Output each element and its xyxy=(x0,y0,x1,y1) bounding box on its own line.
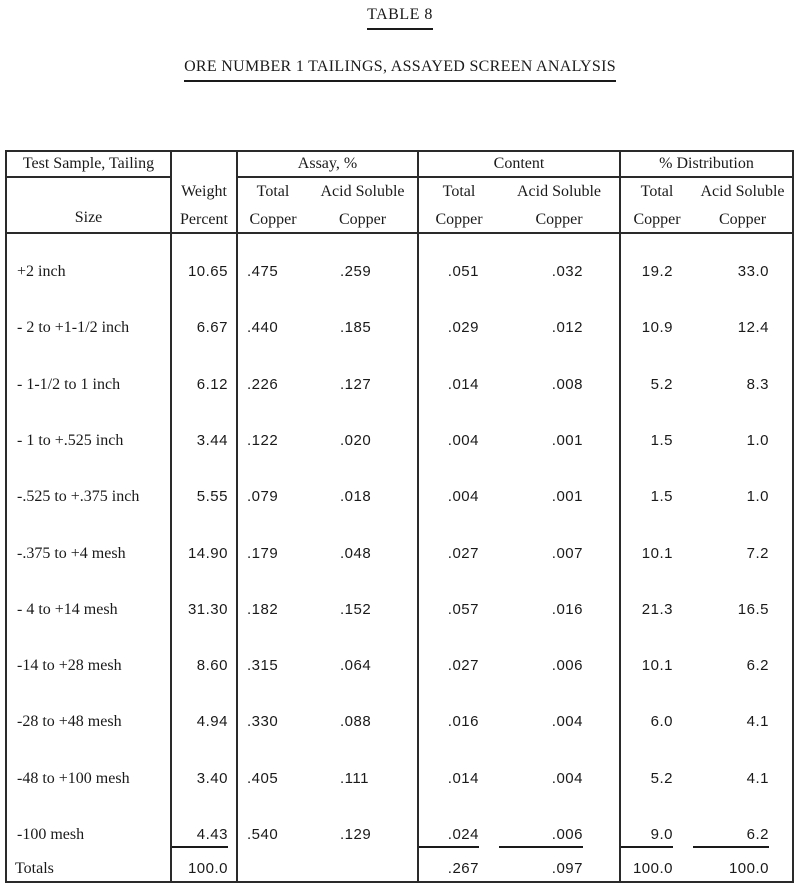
row-distribution-total: 10.1 xyxy=(641,545,673,562)
header-content-acid-line2: Copper xyxy=(535,211,583,228)
row-weight: 14.90 xyxy=(187,545,228,562)
row-distribution-acid: 4.1 xyxy=(746,770,769,787)
row-assay-acid: .111 xyxy=(340,770,369,787)
row-content-acid: .001 xyxy=(551,432,583,449)
column-divider xyxy=(236,152,238,881)
row-content-total: .027 xyxy=(447,545,479,562)
row-content-acid: .006 xyxy=(551,657,583,674)
row-content-total: .014 xyxy=(447,770,479,787)
row-content-acid: .006 xyxy=(499,826,583,848)
header-assay-acid-line2: Copper xyxy=(338,211,387,228)
header-assay-total-line2: Copper xyxy=(249,211,297,228)
header-content-acid-line1: Acid Soluble xyxy=(517,183,601,200)
row-assay-acid: .152 xyxy=(340,601,372,618)
row-weight: 4.94 xyxy=(196,713,228,730)
row-assay-total: .179 xyxy=(247,545,279,562)
table-number-text: TABLE 8 xyxy=(367,6,433,30)
row-content-acid: .012 xyxy=(551,319,583,336)
row-content-total: .057 xyxy=(447,601,479,618)
row-distribution-acid: 8.3 xyxy=(746,376,769,393)
row-weight: 3.44 xyxy=(196,432,228,449)
header-distribution-total-line2: Copper xyxy=(633,211,681,228)
row-distribution-total: 1.5 xyxy=(650,432,673,449)
row-distribution-acid: 33.0 xyxy=(737,263,769,280)
row-assay-total: .440 xyxy=(247,319,279,336)
header-content-total-line2: Copper xyxy=(435,211,483,228)
row-content-acid: .016 xyxy=(551,601,583,618)
header-distribution-total-line1: Total xyxy=(640,183,674,200)
row-assay-total: .122 xyxy=(247,432,279,449)
table-number xyxy=(0,6,800,30)
row-assay-total: .315 xyxy=(247,657,279,674)
row-size: -28 to +48 mesh xyxy=(17,713,122,730)
row-weight: 6.12 xyxy=(196,376,228,393)
row-size: +2 inch xyxy=(17,263,66,280)
header-weight-line1: Weight xyxy=(181,183,227,200)
row-distribution-total: 19.2 xyxy=(641,263,673,280)
row-content-acid: .004 xyxy=(551,713,583,730)
header-assay-total-line1: Total xyxy=(256,183,290,200)
row-assay-acid: .259 xyxy=(340,263,372,280)
row-assay-acid: .020 xyxy=(340,432,372,449)
row-distribution-acid: 12.4 xyxy=(737,319,769,336)
row-content-total: .024 xyxy=(419,826,479,848)
table-title xyxy=(0,58,800,82)
row-size: - 1 to +.525 inch xyxy=(17,432,124,449)
row-distribution-acid: 4.1 xyxy=(746,713,769,730)
row-weight: 4.43 xyxy=(172,826,228,848)
row-assay-total: .182 xyxy=(247,601,279,618)
row-size: -48 to +100 mesh xyxy=(17,770,130,787)
row-assay-acid: .127 xyxy=(340,376,372,393)
row-assay-total: .475 xyxy=(247,263,279,280)
row-distribution-acid: 6.2 xyxy=(693,826,769,848)
row-content-total: .004 xyxy=(447,432,479,449)
row-content-total: .051 xyxy=(447,263,479,280)
row-content-acid: .001 xyxy=(551,488,583,505)
row-content-acid: .007 xyxy=(551,545,583,562)
totals-content-acid: .097 xyxy=(551,860,583,877)
header-divider xyxy=(236,176,792,178)
header-content-group: Content xyxy=(493,155,545,172)
header-weight-line2: Percent xyxy=(180,211,228,228)
header-distribution-group: % Distribution xyxy=(659,155,754,172)
row-content-total: .016 xyxy=(447,713,479,730)
row-weight: 5.55 xyxy=(196,488,228,505)
header-distribution-acid-line2: Copper xyxy=(718,211,767,228)
row-assay-acid: .129 xyxy=(340,826,372,843)
row-content-total: .029 xyxy=(447,319,479,336)
row-distribution-total: 21.3 xyxy=(641,601,673,618)
header-distribution-acid-line1: Acid Soluble xyxy=(700,183,785,200)
row-weight: 6.67 xyxy=(196,319,228,336)
row-distribution-total: 10.9 xyxy=(641,319,673,336)
row-weight: 3.40 xyxy=(196,770,228,787)
row-size: -100 mesh xyxy=(17,826,85,843)
row-distribution-total: 10.1 xyxy=(641,657,673,674)
row-assay-acid: .064 xyxy=(340,657,372,674)
row-distribution-acid: 1.0 xyxy=(746,488,769,505)
totals-content-total: .267 xyxy=(447,860,479,877)
row-distribution-total: 6.0 xyxy=(650,713,673,730)
row-distribution-acid: 16.5 xyxy=(737,601,769,618)
row-weight: 31.30 xyxy=(187,601,228,618)
row-content-acid: .008 xyxy=(551,376,583,393)
header-divider xyxy=(7,176,170,178)
row-weight: 8.60 xyxy=(196,657,228,674)
row-size: - 1-1/2 to 1 inch xyxy=(17,376,121,393)
row-distribution-acid: 7.2 xyxy=(746,545,769,562)
header-assay-group: Assay, % xyxy=(297,155,358,172)
row-distribution-total: 5.2 xyxy=(650,770,673,787)
row-size: -.375 to +4 mesh xyxy=(17,545,126,562)
row-assay-total: .079 xyxy=(247,488,279,505)
row-content-total: .014 xyxy=(447,376,479,393)
totals-weight: 100.0 xyxy=(187,860,228,877)
row-assay-acid: .048 xyxy=(340,545,372,562)
row-assay-total: .330 xyxy=(247,713,279,730)
row-size: -.525 to +.375 inch xyxy=(17,488,140,505)
totals-label: Totals xyxy=(15,860,54,877)
row-assay-total: .405 xyxy=(247,770,279,787)
row-size: - 4 to +14 mesh xyxy=(17,601,118,618)
data-table xyxy=(5,150,794,883)
header-bottom-rule xyxy=(7,232,792,234)
row-distribution-total: 1.5 xyxy=(650,488,673,505)
row-assay-total: .540 xyxy=(247,826,279,843)
header-sample-line1: Test Sample, Tailing xyxy=(22,155,155,172)
header-sample-line2: Size xyxy=(74,209,103,226)
row-weight: 10.65 xyxy=(187,263,228,280)
row-assay-acid: .185 xyxy=(340,319,372,336)
row-distribution-total: 5.2 xyxy=(650,376,673,393)
row-distribution-acid: 1.0 xyxy=(746,432,769,449)
table-title-text: ORE NUMBER 1 TAILINGS, ASSAYED SCREEN ANALYSIS xyxy=(184,58,616,82)
header-content-total-line1: Total xyxy=(442,183,476,200)
totals-distribution-total: 100.0 xyxy=(632,860,673,877)
totals-distribution-acid: 100.0 xyxy=(728,860,769,877)
row-content-total: .027 xyxy=(447,657,479,674)
row-content-acid: .032 xyxy=(551,263,583,280)
row-assay-acid: .088 xyxy=(340,713,372,730)
row-distribution-total: 9.0 xyxy=(621,826,673,848)
row-content-acid: .004 xyxy=(551,770,583,787)
header-assay-acid-line1: Acid Soluble xyxy=(320,183,405,200)
row-size: -14 to +28 mesh xyxy=(17,657,122,674)
row-size: - 2 to +1-1/2 inch xyxy=(17,319,130,336)
row-assay-total: .226 xyxy=(247,376,279,393)
row-content-total: .004 xyxy=(447,488,479,505)
row-assay-acid: .018 xyxy=(340,488,372,505)
row-distribution-acid: 6.2 xyxy=(746,657,769,674)
